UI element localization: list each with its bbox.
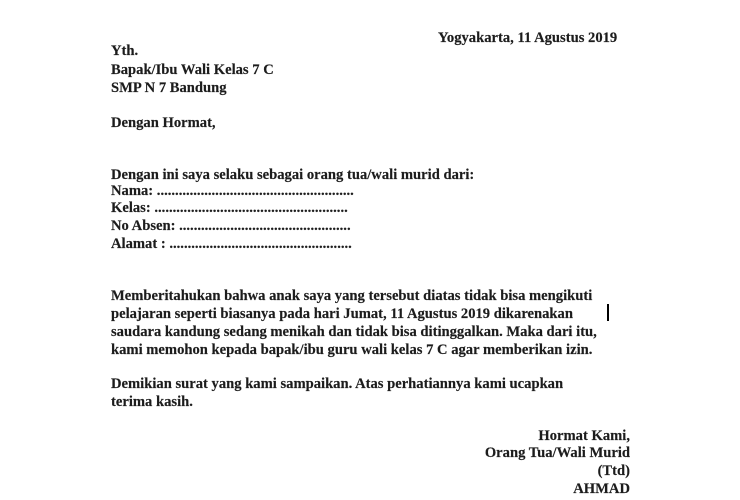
field-address: Alamat : .................................................. (111, 236, 352, 252)
text-cursor (607, 304, 609, 321)
body-line: pelajaran seperti biasanya pada hari Jumat, 11 Agustus 2019 dikarenakan (111, 306, 573, 322)
signature-greeting: Hormat Kami, (538, 428, 630, 444)
body-line: saudara kandung sedang menikah dan tidak bisa ditinggalkan. Maka dari itu, (111, 324, 597, 340)
field-name: Nama: ...................................................... (111, 183, 354, 199)
recipient-title: Bapak/Ibu Wali Kelas 7 C (111, 62, 274, 78)
signature-name: AHMAD (573, 481, 630, 497)
body-line: kami memohon kepada bapak/ibu guru wali kelas 7 C agar memberikan izin. (111, 342, 593, 358)
field-class: Kelas: ..................................................... (111, 200, 348, 216)
closing-line: terima kasih. (111, 394, 193, 410)
recipient-salutation: Yth. (111, 43, 139, 59)
intro-text: Dengan ini saya selaku sebagai orang tua/wali murid dari: (111, 167, 475, 183)
place-date: Yogyakarta, 11 Agustus 2019 (438, 30, 618, 46)
body-line: Memberitahukan bahwa anak saya yang tersebut diatas tidak bisa mengikuti (111, 288, 593, 304)
signature-role: Orang Tua/Wali Murid (484, 445, 630, 461)
closing-line: Demikian surat yang kami sampaikan. Atas perhatiannya kami ucapkan (111, 376, 564, 392)
field-absen: No Absen: ............................................... (111, 218, 351, 234)
recipient-school: SMP N 7 Bandung (111, 80, 227, 96)
signature-mark: (Ttd) (597, 463, 630, 479)
greeting: Dengan Hormat, (111, 115, 216, 131)
